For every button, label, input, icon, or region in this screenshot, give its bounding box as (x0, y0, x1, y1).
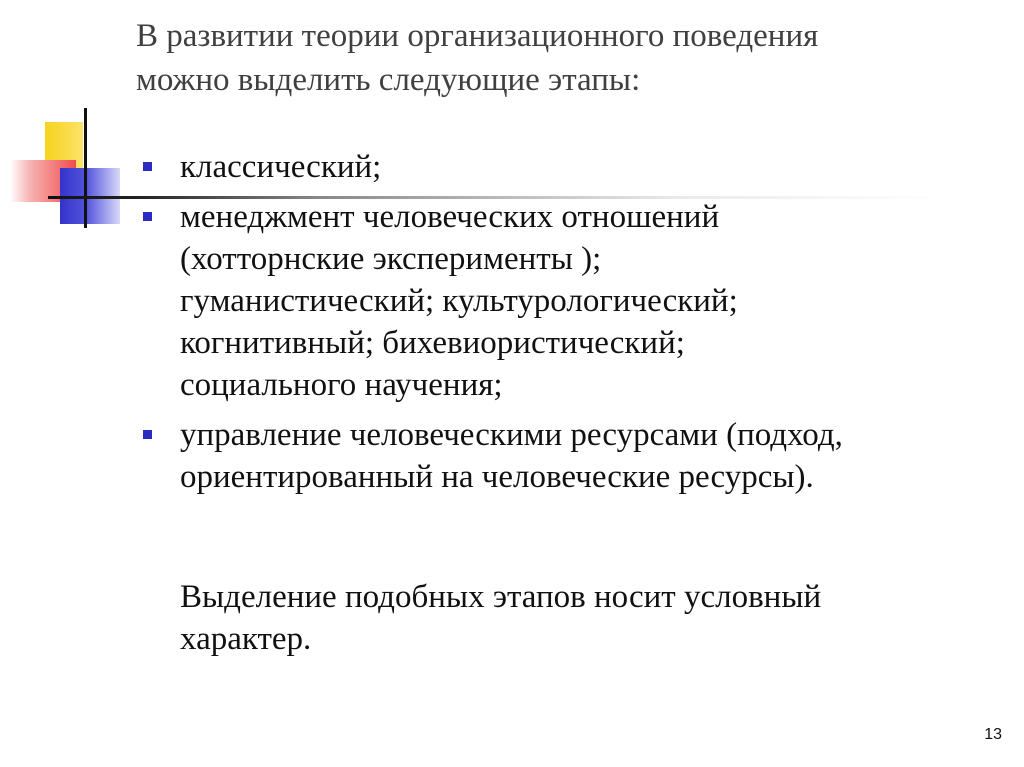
bullet-item (140, 196, 1010, 406)
note-line: характер. (180, 621, 312, 657)
page-number: 13 (984, 726, 1002, 743)
title-line: В развитии теории организационного поведения (136, 18, 819, 54)
bullet-square-icon (143, 212, 152, 221)
bullet-item (140, 414, 1010, 498)
bullet-text: когнитивный; бихевиористический; (180, 325, 685, 361)
slide-title (136, 14, 996, 102)
bullet-square-icon (143, 162, 152, 171)
bullet-list (140, 146, 1010, 506)
title-line: можно выделить следующие этапы: (136, 62, 641, 98)
closing-note (180, 576, 1000, 660)
bullet-text: гуманистический; культурологический; (180, 283, 738, 319)
bullet-square-icon (143, 430, 152, 439)
bullet-text: (хотторнские эксперименты ); (180, 241, 602, 277)
bullet-text: ориентированный на человеческие ресурсы). (180, 459, 814, 495)
note-line: Выделение подобных этапов носит условный (180, 579, 822, 615)
bullet-text: социального научения; (180, 367, 503, 403)
bullet-item (140, 146, 1010, 188)
vertical-divider (84, 108, 87, 228)
bullet-text: менеджмент человеческих отношений (180, 199, 720, 235)
bullet-text: управление человеческими ресурсами (подход, (180, 417, 843, 453)
bullet-text: классический; (180, 149, 382, 185)
